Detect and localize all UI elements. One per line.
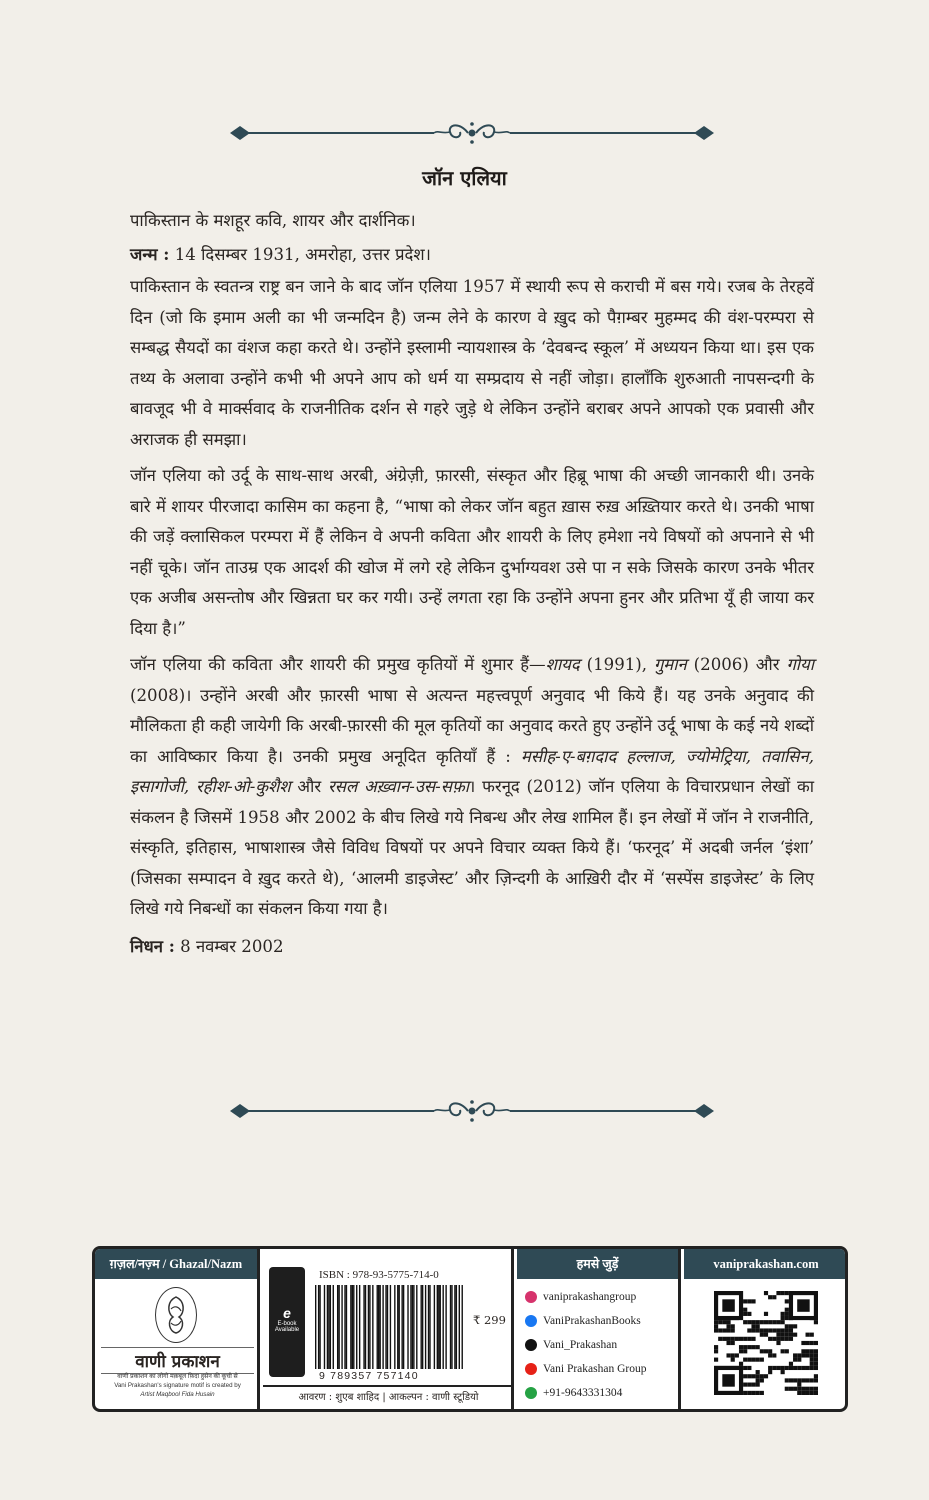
ebook-badge	[269, 1267, 305, 1377]
translated-works: मसीह-ए-बग़दाद हल्लाज, ज्योमेट्रिया, तवासिन, इसागोजी, रहीश-ओ-कुशैश	[130, 746, 814, 796]
author-title: जॉन एलिया	[422, 166, 507, 190]
youtube-icon	[525, 1363, 537, 1375]
barcode-icon	[315, 1285, 463, 1369]
website-cell	[684, 1249, 848, 1409]
top-ornament-divider	[228, 120, 716, 146]
biography-text	[130, 206, 814, 964]
social-item-whatsapp[interactable]	[525, 1381, 678, 1405]
social-item-youtube[interactable]	[525, 1357, 678, 1381]
p3-text: (2006) और	[686, 655, 787, 674]
whatsapp-icon	[525, 1387, 537, 1399]
death-label: निधन :	[130, 935, 175, 956]
social-list	[517, 1279, 678, 1405]
paragraph-3	[130, 650, 814, 925]
social-handle: Vani_Prakashan	[543, 1339, 618, 1351]
publisher-info-strip	[92, 1246, 848, 1412]
x-icon	[525, 1339, 537, 1351]
facebook-icon	[525, 1315, 537, 1327]
paragraph-1: पाकिस्तान के स्वतन्त्र राष्ट्र बन जाने के बाद जॉन एलिया 1957 में स्थायी रूप से कराची में बस गये। रजब के तेरहवें दिन (जो कि इमाम अली का भी जन्मदिन है) जन्म लेने के कारण वे ख़ुद को पैग़म्बर मुहम्मद की वंश-परम्परा से सम्बद्ध सैयदों का वंशज कहा करते थे। उन्होंने इस्लामी न्यायशास्त्र के ‘देवबन्द स्कूल’ में अध्ययन किया था। इस एक तथ्य के अलावा उन्होंने कभी भी अपने आप को धर्म या सम्प्रदाय से नहीं जोड़ा। हालाँकि शुरुआती नापसन्दगी के बावजूद भी वे मार्क्सवाद के राजनीतिक दर्शन से गहरे जुड़े थे लेकिन उन्होंने बराबर अपने आपको एक प्रवासी और अराजक ही समझा।	[130, 277, 814, 449]
work-title: गोया	[786, 655, 814, 674]
death-value: 8 नवम्बर 2002	[180, 936, 284, 956]
p3-text: ।	[469, 777, 483, 796]
birth-label: जन्म :	[130, 243, 170, 264]
price: ₹ 299	[473, 1313, 506, 1327]
social-cell	[517, 1249, 681, 1409]
social-handle: VaniPrakashanBooks	[543, 1315, 641, 1327]
social-item-facebook[interactable]	[525, 1309, 678, 1333]
cover-design-credit: आवरण : शुएब शाहिद | आकल्पन : वाणी स्टूडियो	[263, 1385, 514, 1409]
p3-text: जॉन एलिया की कविता और शायरी की प्रमुख कृतियों में शुमार हैं—	[130, 655, 546, 674]
publisher-cell	[95, 1249, 260, 1409]
p3-text: (2012) जॉन एलिया के विचारप्रधान लेखों का संकलन है जिसमें 1958 और 2002 के बीच लिखे गये निबन्ध और लेख शामिल हैं। इन लेखों में जॉन ने राजनीति, संस्कृति, इतिहास, भाषाशास्त्र जैसे विविध विषयों पर अपने विचार व्यक्त किये हैं। ‘फरनूद’ में अदबी जर्नल ‘इंशा’ (जिसका सम्पादन वे ख़ुद करते थे), ‘आलमी डाइजेस्ट’ और ज़िन्दगी के आख़िरी दौर में ‘सस्पेंस डाइजेस्ट’ के लिए लिखे गये निबन्धों का संकलन किया गया है।	[130, 777, 815, 918]
ebook-e-icon: e	[283, 1305, 291, 1321]
isbn-number: ISBN : 978-93-5775-714-0	[319, 1269, 439, 1281]
death-line	[130, 931, 814, 963]
isbn-cell	[263, 1249, 514, 1409]
intro-line: पाकिस्तान के मशहूर कवि, शायर और दार्शनिक।	[130, 211, 416, 230]
p3-text: (1991),	[579, 655, 654, 674]
work-title: गुमान	[653, 655, 687, 674]
website-link[interactable]: vaniprakashan.com	[684, 1249, 848, 1279]
social-handle: Vani Prakashan Group	[543, 1363, 647, 1375]
social-handle: vaniprakashangroup	[543, 1291, 637, 1303]
motif-credit-hindi: वाणी प्रकाशन का लोगो मक़बूल फ़िदा हुसेन की कूची से	[117, 1373, 238, 1380]
ebook-label: E-book Available	[274, 1321, 300, 1333]
social-item-x[interactable]	[525, 1333, 678, 1357]
qr-code-icon[interactable]	[714, 1291, 818, 1395]
barcode-digits: 9 789357 757140	[319, 1370, 419, 1382]
birth-value: 14 दिसम्बर 1931, अमरोहा, उत्तर प्रदेश।	[174, 244, 431, 264]
p3-text: और	[290, 777, 328, 796]
publisher-logo-text: वाणी प्रकाशन	[101, 1347, 254, 1374]
social-item-instagram[interactable]	[525, 1285, 678, 1309]
work-title-farnood: फरनूद	[482, 777, 520, 796]
work-title: शायद	[545, 655, 580, 674]
instagram-icon	[525, 1291, 537, 1303]
genre-label: ग़ज़ल/नज़्म / Ghazal/Nazm	[95, 1249, 257, 1279]
motif-artist: Artist Maqbool Fida Husain	[140, 1391, 215, 1398]
publisher-seal-icon	[155, 1287, 197, 1343]
p3-text: (2008)। उन्होंने अरबी और फ़ारसी भाषा से अत्यन्त महत्त्वपूर्ण अनुवाद भी किये हैं। यह उनके अनुवाद की मौलिकता ही कही जायेगी कि अरबी-फ़ारसी की मूल कृतियों का अनुवाद करते हुए उन्होंने उर्दू भाषा के कई नये शब्दों का आविष्कार किया है। उनकी प्रमुख अनूदित कृतियाँ हैं :	[130, 685, 814, 766]
motif-credit-english: Vani Prakashan's signature motif is created by	[114, 1382, 241, 1389]
connect-title: हमसे जुड़ें	[517, 1249, 678, 1279]
bottom-ornament-divider	[228, 1098, 716, 1124]
work-title: रसल अख़्वान-उस-सफ़ा	[327, 777, 470, 796]
birth-line	[130, 239, 814, 271]
paragraph-2: जॉन एलिया को उर्दू के साथ-साथ अरबी, अंग्रेज़ी, फ़ारसी, संस्कृत और हिब्रू भाषा की अच्छी जानकारी थी। उनके बारे में शायर पीरजादा कासिम का कहना है, “भाषा को लेकर जॉन बहुत ख़ास रुख़ अख़्तियार करते थे। उनकी भाषा की जड़ें क्लासिकल परम्परा में हैं लेकिन वे अपनी कविता और शायरी के लिए हमेशा नये विषयों को अपनाने से भी नहीं चूके। जॉन ताउम्र एक आदर्श की खोज में लगे रहे लेकिन दुर्भाग्यवश उसे पा न सके जिसके कारण उनके भीतर एक अजीब असन्तोष और खिन्नता घर कर गयी। उन्हें लगता रहा कि उन्होंने अपना हुनर और प्रतिभा यूँ ही जाया कर दिया है।”	[130, 466, 814, 638]
social-handle: +91-9643331304	[543, 1387, 623, 1399]
